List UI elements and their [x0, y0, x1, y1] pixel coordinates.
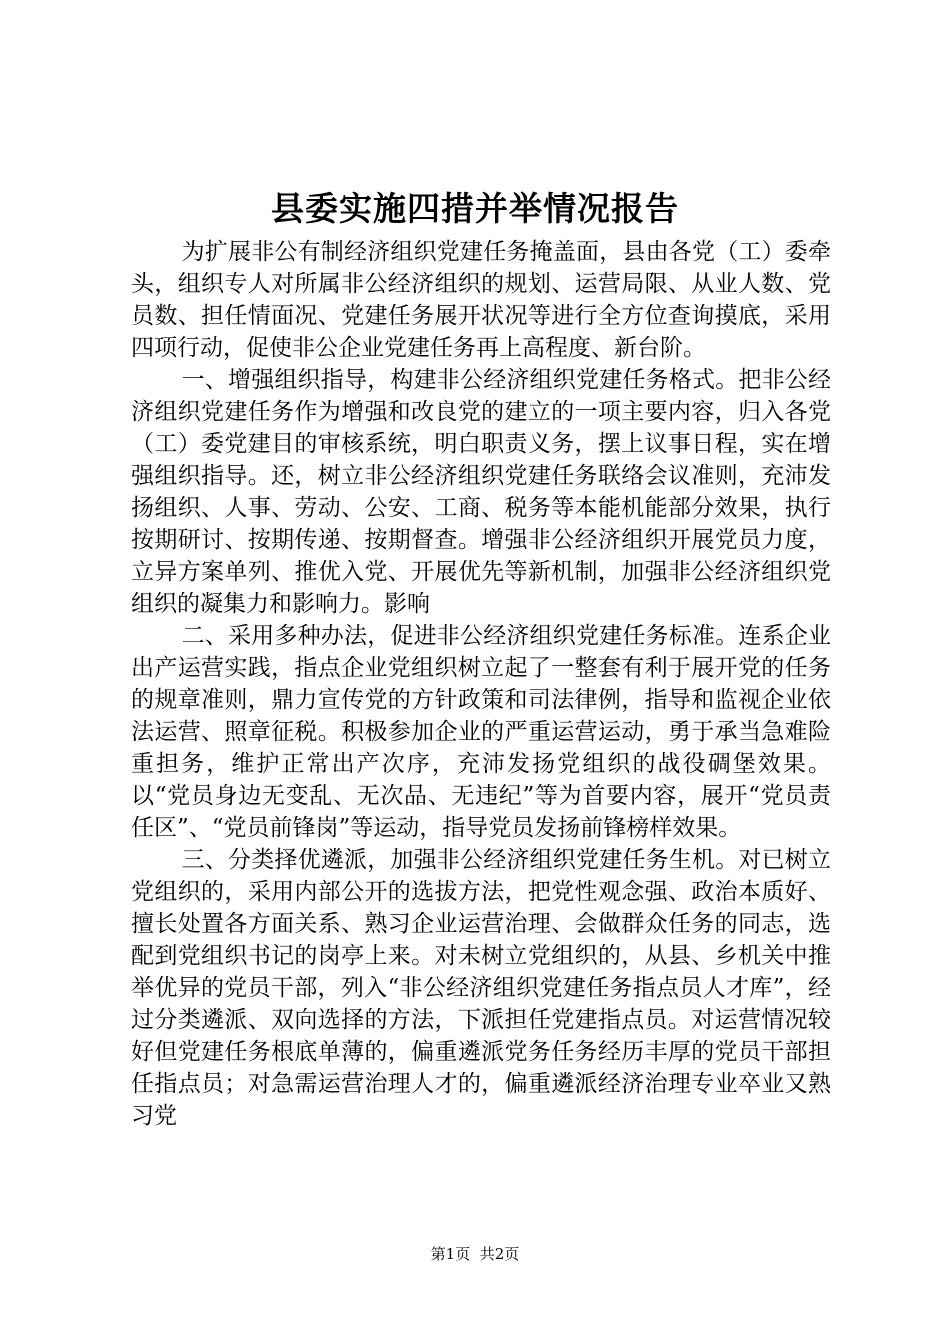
paragraph-section-1: 一、增强组织指导，构建非公经济组织党建任务格式。把非公经济组织党建任务作为增强和改良党的建立的一项主要内容，归入各党（工）委党建目的审核系统，明白职责义务，摆上议事日程，实在增强组织指导。还，树立非公经济组织党建任务联络会议准则，充沛发扬组织、人事、劳动、公安、工商、税务等本能机能部分效果，执行按期研讨、按期传递、按期督查。增强非公经济组织开展党员力度，立异方案单列、推优入党、开展优先等新机制，加强非公经济组织党组织的凝集力和影响力。影响 — [131, 367, 831, 617]
page-footer — [0, 1244, 950, 1264]
document-body — [131, 236, 831, 1132]
page-number: 第1页 — [430, 1245, 471, 1263]
paragraph-section-2: 二、采用多种办法，促进非公经济组织党建任务标准。连系企业出产运营实践，指点企业党组织树立起了一整套有利于展开党的任务的规章准则，鼎力宣传党的方针政策和司法律例，指导和监视企业依法运营、照章征税。积极参加企业的严重运营运动，勇于承当急难险重担务，维护正常出产次序，充沛发扬党组织的战役碉堡效果。以“党员身边无变乱、无次品、无违纪”等为首要内容，展开“党员责任区”、“党员前锋岗”等运动，指导党员发扬前锋榜样效果。 — [131, 623, 831, 841]
page-total: 共2页 — [479, 1245, 520, 1263]
paragraph-section-3: 三、分类择优遴派，加强非公经济组织党建任务生机。对已树立党组织的，采用内部公开的选拔方法，把党性观念强、政治本质好、擅长处置各方面关系、熟习企业运营治理、会做群众任务的同志，选配到党组织书记的岗亭上来。对未树立党组织的，从县、乡机关中推举优异的党员干部，列入“非公经济组织党建任务指点员人才库”，经过分类遴派、双向选择的方法，下派担任党建指点员。对运营情况较好但党建任务根底单薄的，偏重遴派党务任务经历丰厚的党员干部担任指点员；对急需运营治理人才的，偏重遴派经济治理专业卒业又熟习党 — [131, 847, 831, 1129]
footer-spacer — [470, 1245, 480, 1263]
document-title: 县委实施四措并举情况报告 — [271, 189, 679, 228]
paragraph-intro: 为扩展非公有制经济组织党建任务掩盖面，县由各党（工）委牵头，组织专人对所属非公经济组织的规划、运营局限、从业人数、党员数、担任情面况、党建任务展开状况等进行全方位查询摸底，采用四项行动，促使非公企业党建任务再上高程度、新台阶。 — [131, 239, 831, 361]
